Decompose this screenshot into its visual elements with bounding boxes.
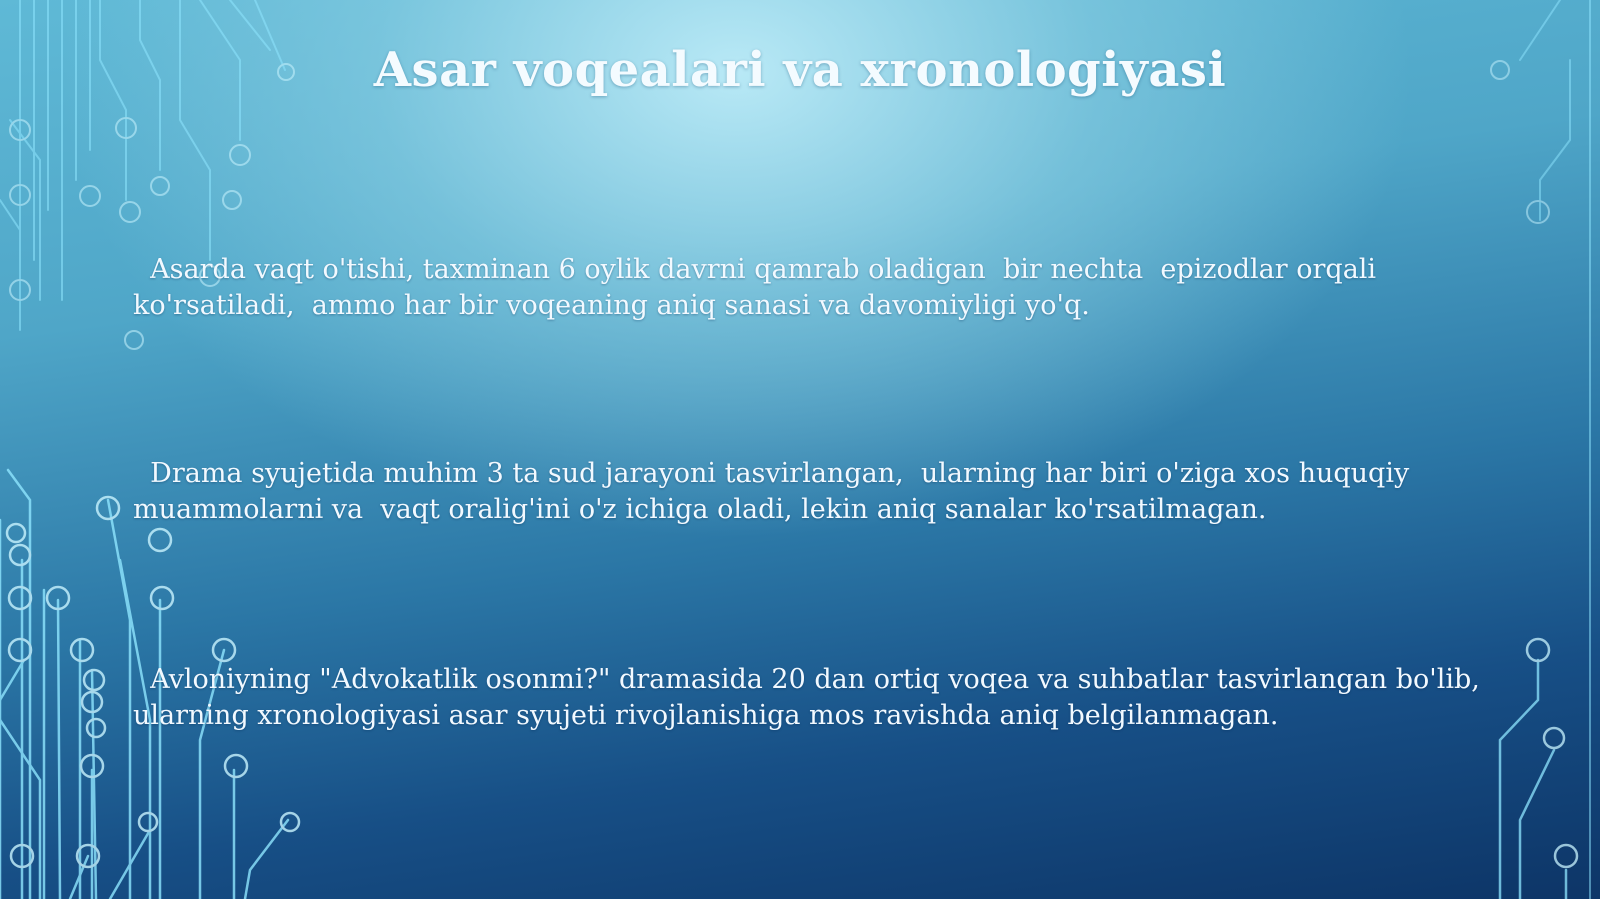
slide-title: Asar voqealari va xronologiyasi xyxy=(373,42,1227,98)
paragraph-3: Avloniyning "Advokatlik osonmi?" dramasida 20 dan ortiq voqea va suhbatlar tasvirlangan bo'lib, ularning xronologiyasi asar syujeti rivojlanishiga mos ravishda aniq belgilanmagan. xyxy=(133,664,1489,731)
circuit-right-top xyxy=(1491,0,1590,899)
paragraph-2: Drama syujetida muhim 3 ta sud jarayoni tasvirlangan, ularning har biri o'ziga xos huquqiy muammolarni va vaqt oralig'ini o'z ichiga oladi, lekin aniq sanalar ko'rsatilmagan. xyxy=(133,458,1418,525)
paragraph-1: Asarda vaqt o'tishi, taxminan 6 oylik davrni qamrab oladigan bir nechta epizodlar orqali ko'rsatiladi, ammo har bir voqeaning aniq sanasi va davomiyligi yo'q. xyxy=(133,254,1385,321)
circuit-right-bottom xyxy=(1500,639,1577,899)
